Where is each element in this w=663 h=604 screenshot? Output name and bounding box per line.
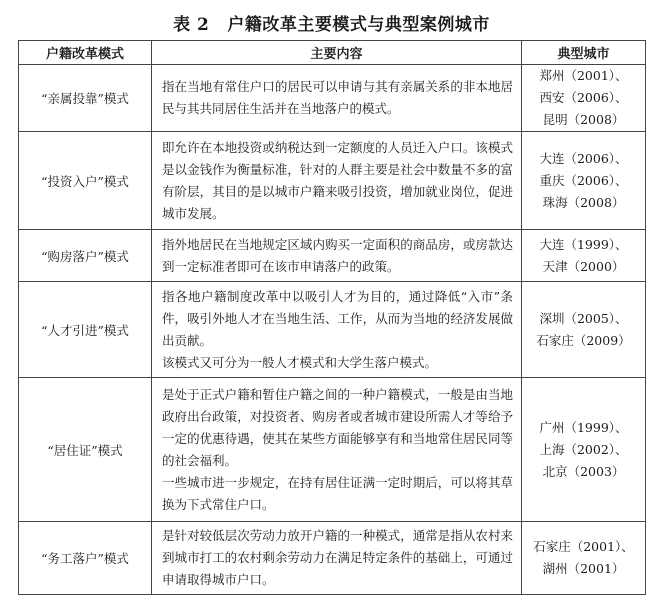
city-entry: 重庆（2006）、 [539, 172, 628, 188]
cities-cell [522, 282, 646, 378]
city-entry: 深圳（2005）、 [539, 310, 628, 326]
city-entry: 西安（2006）、 [539, 90, 628, 105]
city-entry: 天津（2000） [542, 258, 625, 274]
mode-cell: “务工落户”模式 [19, 522, 152, 595]
table-row [19, 230, 646, 282]
content-cell [152, 230, 522, 282]
city-entry: 湖州（2001） [542, 561, 625, 576]
table-caption [0, 10, 663, 35]
city-entry: 石家庄（2009） [536, 332, 631, 348]
city-entry: 大连（2006）、 [539, 150, 628, 166]
city-entry: 郑州（2001）、 [539, 68, 628, 83]
table-number: 表 2 [173, 15, 210, 35]
content-cell [152, 282, 522, 378]
city-entry: 珠海（2008） [542, 194, 625, 210]
mode-cell: “亲属投靠”模式 [19, 65, 152, 132]
cities-cell [522, 522, 646, 595]
header-mode: 户籍改革模式 [19, 41, 152, 65]
mode-cell: “居住证”模式 [19, 378, 152, 522]
table-title: 户籍改革主要模式与典型案例城市 [227, 15, 490, 35]
city-entry: 昆明（2008） [542, 112, 625, 127]
content-cell [152, 65, 522, 132]
table-header-row [19, 41, 646, 65]
content-paragraph: 指在当地有常住户口的居民可以申请与其有亲属关系的非本地居民与其共同居住生活并在当地落户的模式。 [162, 79, 513, 116]
content-paragraph: 一些城市进一步规定，在持有居住证满一定时期后，可以将其草换为下式常住户口。 [162, 474, 513, 512]
content-cell [152, 132, 522, 230]
household-registration-table [18, 40, 646, 595]
cities-cell [522, 230, 646, 282]
content-cell [152, 378, 522, 522]
table-row [19, 65, 646, 132]
content-paragraph: 是处于正式户籍和暂住户籍之间的一种户籍模式，一般是由当地政府出台政策，对投资者、购房者或者城市建设所需人才等给予一定的优惠待遇，使其在某些方面能够享有和当地常住居民同等的社会福利。 [162, 386, 513, 468]
city-entry: 大连（1999）、 [539, 236, 628, 252]
table-row [19, 378, 646, 522]
header-content: 主要内容 [152, 41, 522, 65]
table-row [19, 522, 646, 595]
table-row [19, 132, 646, 230]
city-entry: 广州（1999）、 [539, 419, 628, 435]
content-cell [152, 522, 522, 595]
content-paragraph: 即允许在本地投资或纳税达到一定额度的人员迁入户口。该模式是以金钱作为衡量标准，针对的人群主要是社会中数量不多的富有阶层，其目的是以城市户籍来吸引投资，增加就业岗位，促进城市发展。 [162, 139, 513, 221]
header-cities: 典型城市 [522, 41, 646, 65]
content-paragraph: 指外地居民在当地规定区域内购买一定面积的商品房，或房款达到一定标准者即可在该市申请落户的政策。 [162, 236, 513, 274]
content-paragraph: 指各地户籍制度改革中以吸引人才为目的，通过降低“入市”条件，吸引外地人才在当地生活、工作，从而为当地的经济发展做出贡献。 [162, 288, 513, 348]
cities-cell [522, 132, 646, 230]
mode-cell: “投资入户”模式 [19, 132, 152, 230]
mode-cell: “人才引进”模式 [19, 282, 152, 378]
city-entry: 石家庄（2001）、 [533, 539, 634, 554]
cities-cell [522, 378, 646, 522]
cities-cell [522, 65, 646, 132]
city-entry: 北京（2003） [542, 463, 625, 479]
content-paragraph: 是针对较低层次劳动力放开户籍的一种模式，通常是指从农村来到城市打工的农村剩余劳动力在满足特定条件的基础上，可通过申请取得城市户口。 [162, 528, 513, 587]
table-row [19, 282, 646, 378]
mode-cell: “购房落户”模式 [19, 230, 152, 282]
city-entry: 上海（2002）、 [539, 441, 628, 457]
content-paragraph: 该模式又可分为一般人才模式和大学生落户模式。 [162, 354, 438, 370]
